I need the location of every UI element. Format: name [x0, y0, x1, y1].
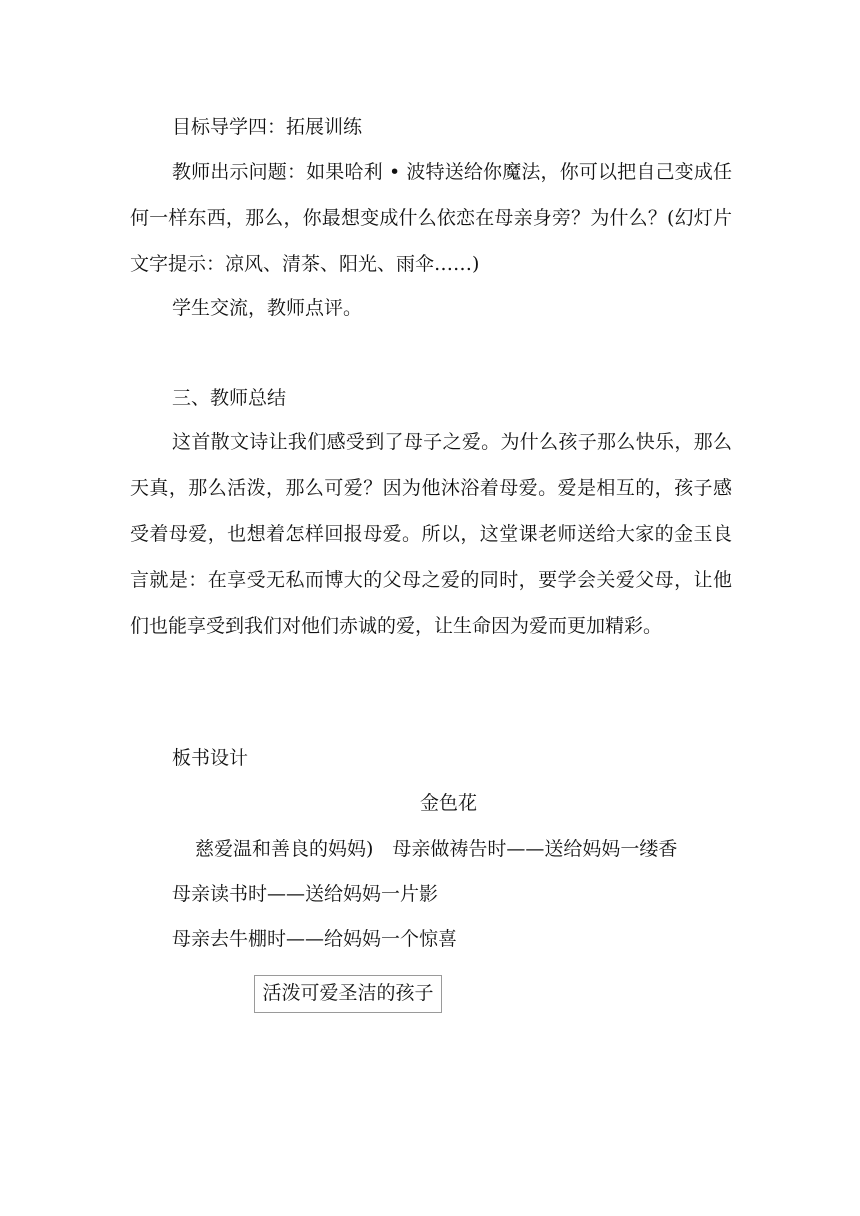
section-heading-extension-training: 目标导学四：拓展训练 — [172, 117, 363, 138]
teacher-question-paragraph: 教师出示问题：如果哈利 • 波特送给你魔法，你可以把自己变成任何一样东西，那么，你最想变成什么依恋在母亲身旁？为什么？(幻灯片文字提示：凉风、清茶、阳光、雨伞……) — [130, 161, 732, 275]
board-line-praying: 慈爱温和善良的妈妈) 母亲做祷告时——送给妈妈一缕香 — [195, 838, 678, 860]
student-exchange-line: 学生交流，教师点评。 — [172, 297, 363, 319]
board-design-heading: 板书设计 — [172, 748, 249, 769]
board-title: 金色花 — [420, 793, 478, 814]
board-line-reading: 母亲读书时——送给妈妈一片影 — [172, 883, 439, 905]
boxed-child-label: 活泼可爱圣洁的孩子 — [254, 975, 442, 1013]
teacher-summary-paragraph: 这首散文诗让我们感受到了母子之爱。为什么孩子那么快乐，那么天真，那么活泼，那么可爱？因为他沐浴着母爱。爱是相互的，孩子感受着母爱，也想着怎样回报母爱。所以，这堂课老师送给大家的金玉良言就是：在享受无私而博大的父母之爱的同时，要学会关爱父母，让他们也能享受到我们对他们赤诚的爱，让生命因为爱而更加精彩。 — [130, 431, 732, 637]
section-heading-teacher-summary: 三、教师总结 — [172, 388, 287, 409]
board-line-cowshed: 母亲去牛棚时——给妈妈一个惊喜 — [172, 928, 458, 950]
